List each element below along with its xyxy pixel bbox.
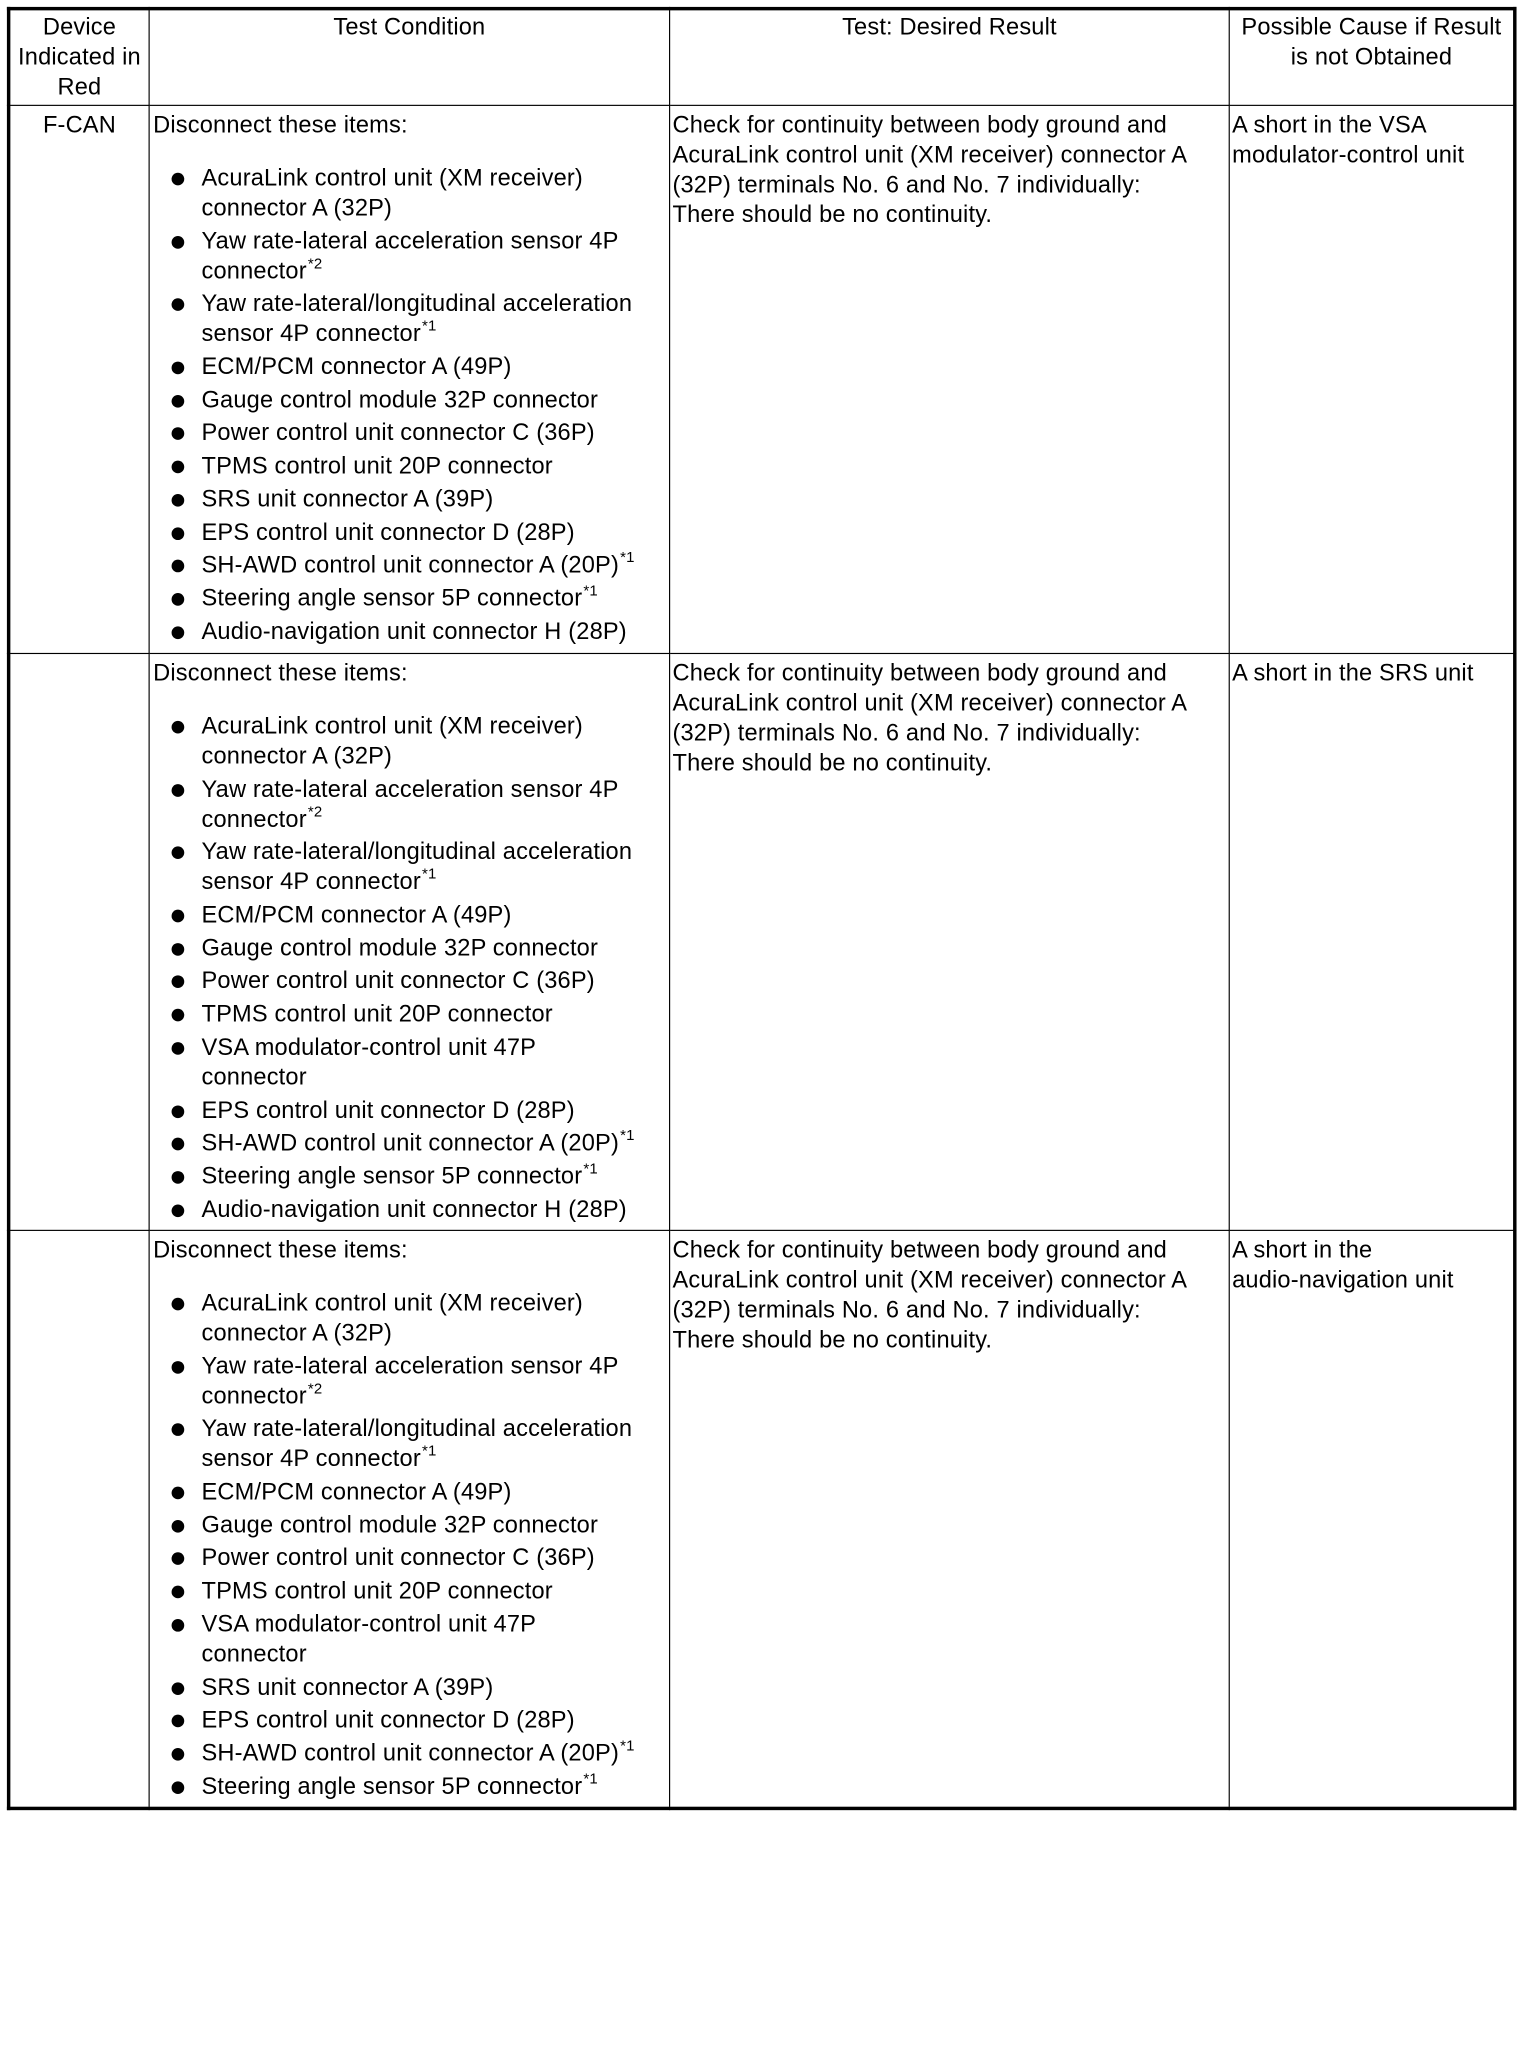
list-item-text: Yaw rate-lateral/longitudinal acceleration sensor 4P connector [201, 838, 633, 896]
list-item [202, 775, 667, 835]
list-item [202, 712, 667, 772]
list-item [202, 1477, 667, 1507]
list-item-text: Audio-navigation unit connector H (28P) [201, 1195, 627, 1223]
list-item-text: VSA modulator-control unit 47P connector [201, 1033, 537, 1091]
cause-cell [1229, 105, 1515, 653]
header-row [9, 9, 1515, 106]
disconnect-list [153, 712, 667, 1225]
bullet-icon [172, 1424, 185, 1437]
condition-cell [149, 653, 669, 1230]
list-item-text: AcuraLink control unit (XM receiver) connector A (32P) [201, 712, 583, 770]
list-item-text: SRS unit connector A (39P) [201, 1673, 494, 1701]
bullet-icon [172, 1682, 185, 1695]
list-item [201, 1736, 667, 1769]
bullet-icon [172, 847, 185, 860]
list-item [201, 548, 667, 581]
condition-intro: Disconnect these items: [153, 111, 408, 139]
table-row [9, 1230, 1515, 1808]
list-item-text: Power control unit connector C (36P) [201, 967, 595, 995]
bullet-icon [172, 1781, 185, 1794]
list-item [202, 838, 667, 898]
list-item-text: ECM/PCM connector A (49P) [201, 1478, 512, 1506]
table-row [9, 105, 1515, 653]
list-item-text: AcuraLink control unit (XM receiver) connector A (32P) [201, 1289, 583, 1347]
list-item-text: TPMS control unit 20P connector [201, 452, 553, 480]
list-item-text: Steering angle sensor 5P connector [201, 1772, 583, 1800]
list-item [202, 1414, 667, 1474]
footnote-mark: *1 [583, 581, 598, 599]
bullet-icon [172, 626, 185, 639]
list-item-text: TPMS control unit 20P connector [201, 1577, 553, 1605]
list-item [201, 1769, 667, 1802]
bullet-icon [172, 943, 185, 956]
bullet-icon [172, 1619, 185, 1632]
bullet-icon [172, 1553, 185, 1566]
list-item [202, 352, 667, 382]
list-item-text: Audio-navigation unit connector H (28P) [201, 617, 627, 645]
table-row [9, 653, 1515, 1230]
condition-cell [149, 1230, 669, 1808]
header-desired-result-text: Test: Desired Result [842, 13, 1057, 41]
list-item [202, 1195, 667, 1225]
list-item-text: Yaw rate-lateral/longitudinal acceleration sensor 4P connector [201, 290, 633, 348]
cause-text: A short in the VSA modulator-control unit [1232, 111, 1465, 169]
disconnect-list [153, 164, 667, 647]
list-item [202, 485, 667, 515]
bullet-icon [172, 910, 185, 923]
list-item [202, 1577, 667, 1607]
bullet-icon [172, 428, 185, 441]
list-item [202, 385, 667, 415]
bullet-icon [172, 527, 185, 540]
list-item [202, 1544, 667, 1574]
footnote-mark: *1 [422, 1442, 437, 1460]
list-item-text: AcuraLink control unit (XM receiver) connector A (32P) [201, 164, 583, 222]
list-item-text: Yaw rate-lateral acceleration sensor 4P connector [201, 227, 619, 285]
list-item [202, 1706, 667, 1736]
list-item [201, 1159, 667, 1192]
list-item [202, 967, 667, 997]
list-item [202, 1289, 667, 1349]
list-item [202, 901, 667, 931]
list-item [202, 289, 667, 349]
device-cell [9, 653, 149, 1230]
footnote-mark: *1 [422, 317, 437, 335]
result-cell [670, 653, 1230, 1230]
bullet-icon [172, 1520, 185, 1533]
bullet-icon [172, 1298, 185, 1311]
list-item-text: Power control unit connector C (36P) [201, 419, 595, 447]
header-test-condition-text: Test Condition [333, 13, 486, 41]
list-item-text: EPS control unit connector D (28P) [201, 1096, 575, 1124]
bullet-icon [172, 1009, 185, 1022]
list-item-text: Power control unit connector C (36P) [201, 1544, 595, 1572]
list-item [202, 518, 667, 548]
header-desired-result [670, 9, 1230, 106]
list-item-text: Yaw rate-lateral acceleration sensor 4P connector [201, 775, 619, 833]
footnote-mark: *1 [583, 1769, 598, 1787]
list-item [202, 1510, 667, 1540]
list-item [202, 452, 667, 482]
list-item-text: SRS unit connector A (39P) [201, 485, 494, 513]
footnote-mark: *1 [620, 1126, 635, 1144]
result-text: Check for continuity between body ground and AcuraLink control unit (XM receiver) connector A (32P) terminals No. 6 and No. 7 individually: There should be no continuity. [672, 659, 1188, 777]
list-item [202, 617, 667, 647]
list-item [202, 1610, 667, 1670]
header-possible-cause [1229, 9, 1515, 106]
cause-cell [1229, 1230, 1515, 1808]
result-text: Check for continuity between body ground and AcuraLink control unit (XM receiver) connector A (32P) terminals No. 6 and No. 7 individually: There should be no continuity. [672, 111, 1188, 228]
condition-cell [149, 105, 669, 653]
condition-intro: Disconnect these items: [153, 1236, 408, 1264]
header-device-text: Device Indicated in Red [18, 13, 141, 101]
list-item-text: SH-AWD control unit connector A (20P) [201, 1129, 620, 1157]
bullet-icon [172, 1361, 185, 1374]
header-test-condition [149, 9, 669, 106]
list-item [202, 1673, 667, 1703]
list-item [202, 1352, 667, 1412]
bullet-icon [172, 461, 185, 474]
bullet-icon [172, 1204, 185, 1217]
list-item [202, 226, 667, 286]
list-item [201, 1126, 667, 1159]
list-item-text: Gauge control module 32P connector [201, 1511, 599, 1539]
bullet-icon [172, 362, 185, 375]
list-item [202, 1033, 667, 1093]
header-device [9, 9, 149, 106]
bullet-icon [172, 395, 185, 408]
bullet-icon [172, 1138, 185, 1151]
troubleshooting-table [7, 7, 1517, 1810]
bullet-icon [172, 1715, 185, 1728]
bullet-icon [172, 976, 185, 989]
list-item-text: EPS control unit connector D (28P) [201, 518, 575, 546]
list-item [202, 164, 667, 224]
list-item-text: VSA modulator-control unit 47P connector [201, 1610, 537, 1668]
list-item-text: Yaw rate-lateral acceleration sensor 4P connector [201, 1352, 619, 1410]
bullet-icon [172, 1487, 185, 1500]
result-cell [670, 105, 1230, 653]
header-possible-cause-text: Possible Cause if Result is not Obtained [1241, 13, 1502, 71]
footnote-mark: *2 [307, 254, 323, 272]
list-item-text: ECM/PCM connector A (49P) [201, 353, 512, 381]
bullet-icon [172, 784, 185, 797]
list-item-text: EPS control unit connector D (28P) [201, 1706, 575, 1734]
cause-text: A short in the SRS unit [1232, 659, 1474, 687]
bullet-icon [172, 1105, 185, 1118]
footnote-mark: *2 [307, 802, 323, 820]
list-item-text: Gauge control module 32P connector [201, 386, 599, 414]
list-item [202, 1096, 667, 1126]
disconnect-list [153, 1289, 667, 1802]
list-item [202, 1000, 667, 1030]
footnote-mark: *1 [620, 1736, 635, 1754]
bullet-icon [172, 173, 185, 186]
cause-cell [1229, 653, 1515, 1230]
condition-intro: Disconnect these items: [153, 659, 408, 687]
list-item-text: TPMS control unit 20P connector [201, 1000, 553, 1028]
result-cell [670, 1230, 1230, 1808]
list-item [202, 934, 667, 964]
footnote-mark: *1 [422, 865, 437, 883]
list-item-text: Steering angle sensor 5P connector [201, 1162, 583, 1190]
device-cell: F-CAN [9, 105, 149, 653]
result-text: Check for continuity between body ground and AcuraLink control unit (XM receiver) connector A (32P) terminals No. 6 and No. 7 individually: There should be no continuity. [672, 1236, 1188, 1354]
list-item [202, 418, 667, 448]
bullet-icon [172, 236, 185, 249]
bullet-icon [172, 494, 185, 507]
bullet-icon [172, 1171, 185, 1184]
list-item-text: Steering angle sensor 5P connector [201, 584, 583, 612]
list-item-text: SH-AWD control unit connector A (20P) [201, 551, 620, 579]
list-item-text: Gauge control module 32P connector [201, 934, 599, 962]
bullet-icon [172, 1586, 185, 1599]
list-item-text: SH-AWD control unit connector A (20P) [201, 1739, 620, 1767]
footnote-mark: *1 [620, 548, 635, 566]
bullet-icon [172, 1748, 185, 1761]
bullet-icon [172, 299, 185, 312]
bullet-icon [172, 721, 185, 734]
device-cell [9, 1230, 149, 1808]
list-item-text: ECM/PCM connector A (49P) [201, 901, 512, 929]
list-item [201, 581, 667, 614]
bullet-icon [172, 593, 185, 606]
footnote-mark: *2 [307, 1379, 323, 1397]
bullet-icon [172, 560, 185, 573]
cause-text: A short in the audio-navigation unit [1232, 1236, 1454, 1294]
bullet-icon [172, 1042, 185, 1055]
list-item-text: Yaw rate-lateral/longitudinal acceleration sensor 4P connector [201, 1415, 633, 1473]
footnote-mark: *1 [583, 1159, 598, 1177]
